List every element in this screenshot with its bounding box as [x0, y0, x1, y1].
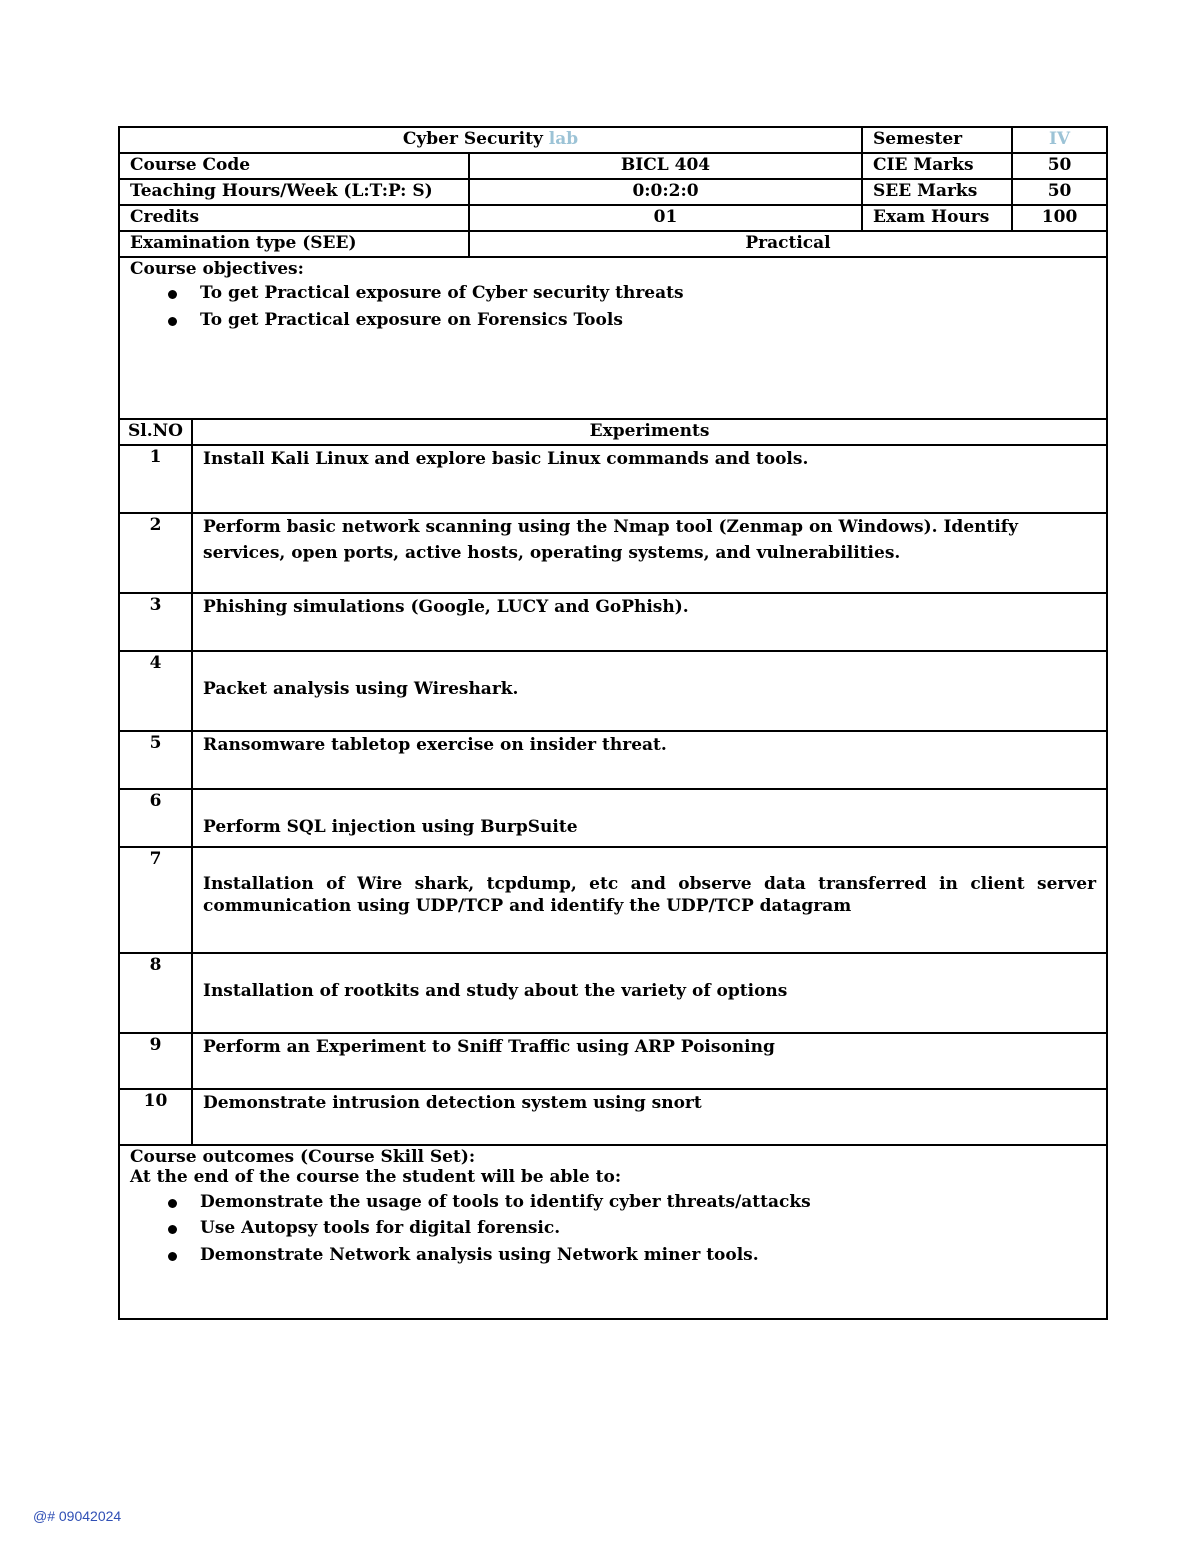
- course-title-main: Cyber Security: [402, 129, 543, 149]
- course-code-label: Course Code: [119, 153, 469, 179]
- col-header-experiments: Experiments: [192, 419, 1107, 445]
- outcomes-title: Course outcomes (Course Skill Set):: [130, 1147, 476, 1167]
- experiment-text: Installation of Wire shark, tcpdump, etc and observe data transferred in client server communication using UDP/TCP and identify the UDP/TCP datagram: [203, 874, 1097, 917]
- experiment-number: 4: [119, 651, 192, 731]
- table-row: [119, 1033, 1107, 1089]
- cie-marks-label: CIE Marks: [862, 153, 1012, 179]
- see-marks-value: 50: [1012, 179, 1107, 205]
- objective-item: To get Practical exposure of Cyber security threats: [200, 281, 1096, 307]
- col-header-slno: Sl.NO: [119, 419, 192, 445]
- experiment-text: Installation of rootkits and study about the variety of options: [203, 981, 788, 1001]
- experiment-number: 10: [119, 1089, 192, 1145]
- cie-marks-value: 50: [1012, 153, 1107, 179]
- syllabus-table: [118, 126, 1108, 1320]
- course-code-value: BICL 404: [469, 153, 862, 179]
- experiment-cell: [192, 651, 1107, 731]
- teaching-hours-row: [119, 179, 1107, 205]
- course-code-row: [119, 153, 1107, 179]
- experiment-number: 2: [119, 513, 192, 593]
- experiment-text: Perform basic network scanning using the Nmap tool (Zenmap on Windows). Identify services, open ports, active hosts, operating systems, and vulnerabilities.: [192, 513, 1107, 593]
- experiment-number: 3: [119, 593, 192, 651]
- outcomes-row: [119, 1145, 1107, 1319]
- teaching-hours-value: 0:0:2:0: [469, 179, 862, 205]
- objectives-list: [130, 281, 1096, 334]
- outcomes-intro: At the end of the course the student will be able to:: [130, 1167, 622, 1188]
- credits-value: 01: [469, 205, 862, 231]
- table-row: [119, 513, 1107, 593]
- experiment-cell: [192, 789, 1107, 847]
- experiments-header-row: [119, 419, 1107, 445]
- table-row: [119, 651, 1107, 731]
- table-row: [119, 593, 1107, 651]
- experiment-number: 6: [119, 789, 192, 847]
- semester-value: IV: [1012, 127, 1107, 153]
- experiment-cell: [192, 847, 1107, 953]
- table-row: [119, 789, 1107, 847]
- semester-label: Semester: [862, 127, 1012, 153]
- document-code: @# 09042024: [33, 1508, 122, 1524]
- exam-type-row: [119, 231, 1107, 257]
- exam-type-label: Examination type (SEE): [119, 231, 469, 257]
- table-row: [119, 1089, 1107, 1145]
- experiment-text: Perform an Experiment to Sniff Traffic using ARP Poisoning: [192, 1033, 1107, 1089]
- experiment-text: Phishing simulations (Google, LUCY and GoPhish).: [192, 593, 1107, 651]
- experiment-text: Perform SQL injection using BurpSuite: [203, 817, 578, 837]
- table-row: [119, 731, 1107, 789]
- credits-label: Credits: [119, 205, 469, 231]
- teaching-hours-label: Teaching Hours/Week (L:T:P: S): [119, 179, 469, 205]
- outcome-item: Use Autopsy tools for digital forensic.: [200, 1216, 1096, 1242]
- outcome-item: Demonstrate the usage of tools to identify cyber threats/attacks: [200, 1190, 1096, 1216]
- outcome-item: Demonstrate Network analysis using Network miner tools.: [200, 1243, 1096, 1269]
- experiment-number: 7: [119, 847, 192, 953]
- experiment-number: 9: [119, 1033, 192, 1089]
- course-title-suffix: lab: [548, 129, 579, 149]
- exam-type-value: Practical: [469, 231, 1107, 257]
- experiment-cell: [192, 953, 1107, 1033]
- credits-row: [119, 205, 1107, 231]
- exam-hours-value: 100: [1012, 205, 1107, 231]
- experiment-text: Packet analysis using Wireshark.: [203, 679, 519, 699]
- table-row: [119, 953, 1107, 1033]
- objective-item: To get Practical exposure on Forensics Tools: [200, 308, 1096, 334]
- see-marks-label: SEE Marks: [862, 179, 1012, 205]
- experiment-text: Demonstrate intrusion detection system using snort: [192, 1089, 1107, 1145]
- outcomes-section: [119, 1145, 1107, 1319]
- experiment-number: 1: [119, 445, 192, 513]
- objectives-section: [119, 257, 1107, 419]
- exam-hours-label: Exam Hours: [862, 205, 1012, 231]
- table-row: [119, 847, 1107, 953]
- course-title: [119, 127, 862, 153]
- table-row: [119, 445, 1107, 513]
- experiment-number: 8: [119, 953, 192, 1033]
- experiment-number: 5: [119, 731, 192, 789]
- experiment-text: Ransomware tabletop exercise on insider threat.: [192, 731, 1107, 789]
- outcomes-list: [130, 1190, 1096, 1269]
- objectives-row: [119, 257, 1107, 419]
- objectives-title: Course objectives:: [130, 259, 304, 279]
- experiment-text: Install Kali Linux and explore basic Linux commands and tools.: [192, 445, 1107, 513]
- title-row: [119, 127, 1107, 153]
